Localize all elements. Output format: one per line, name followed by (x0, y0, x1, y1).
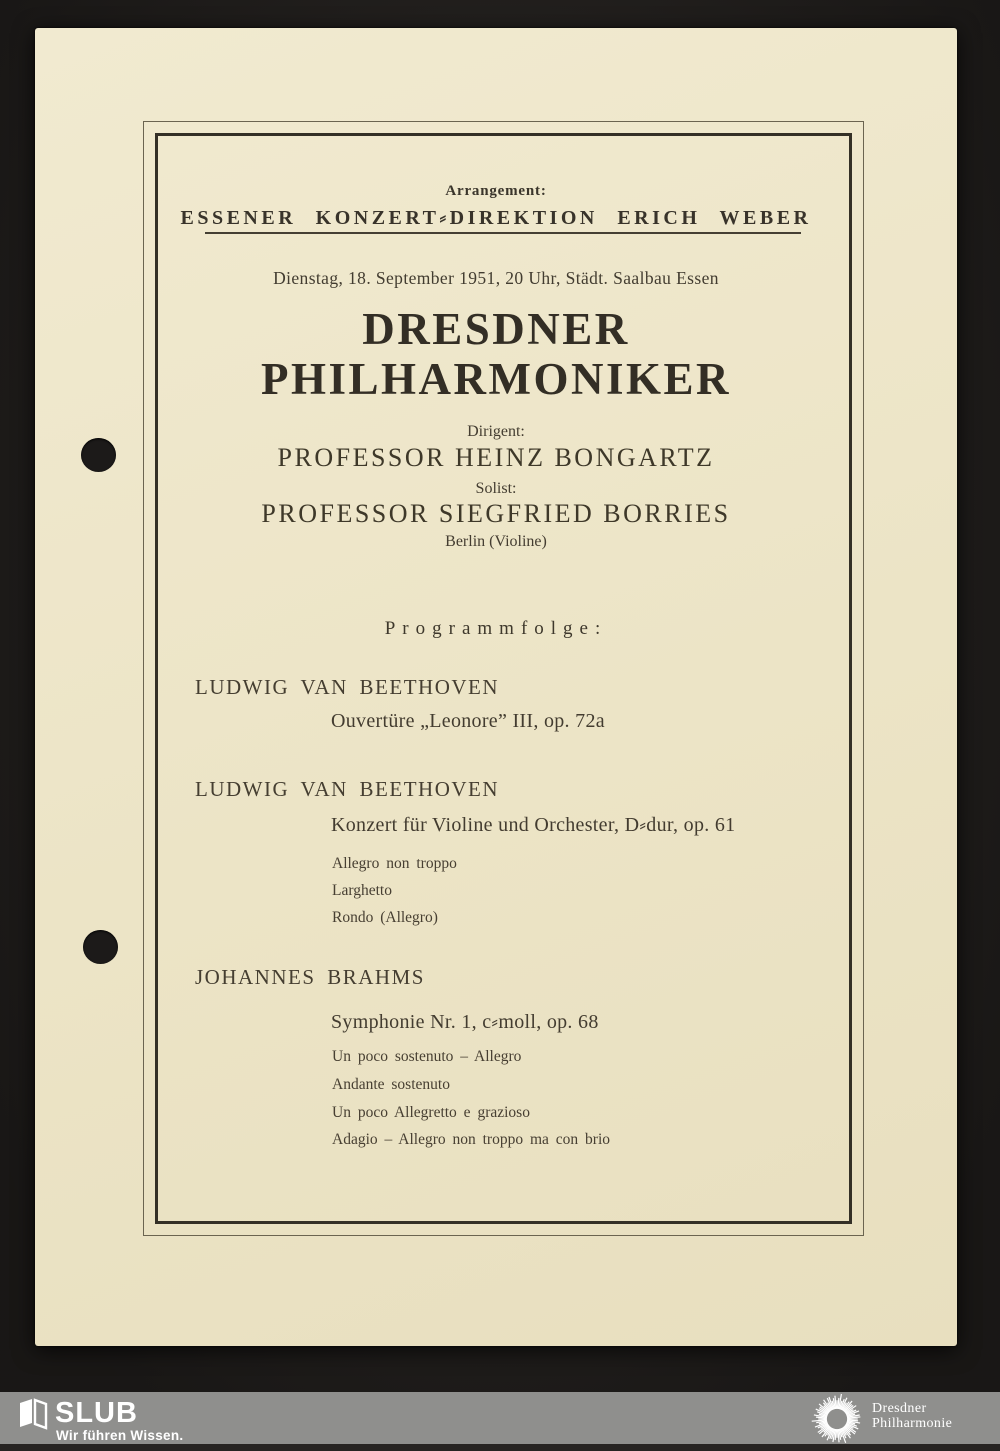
book-icon (18, 1397, 48, 1436)
paper-sheet (35, 28, 957, 1346)
movement: Larghetto (332, 882, 392, 899)
watermark-bar (0, 1392, 1000, 1444)
work-title: Ouvertüre „Leonore” III, op. 72a (331, 710, 605, 732)
movement: Un poco Allegretto e grazioso (332, 1104, 530, 1121)
movement: Rondo (Allegro) (332, 909, 438, 926)
sunburst-icon (810, 1392, 864, 1451)
composer-name: LUDWIG VAN BEETHOVEN (195, 777, 500, 801)
orchestra-title (35, 304, 957, 404)
movement: Andante sostenuto (332, 1076, 450, 1093)
arrangement-label: Arrangement: (445, 183, 547, 199)
soloist-name: PROFESSOR SIEGFRIED BORRIES (261, 499, 731, 528)
slub-name: SLUB (55, 1397, 138, 1429)
composer-name: LUDWIG VAN BEETHOVEN (195, 675, 500, 699)
composer-name: JOHANNES BRAHMS (195, 965, 425, 989)
program-heading: Programmfolge: (384, 618, 608, 639)
slub-logo (18, 1394, 278, 1444)
philharmonie-name-line1: Dresdner (872, 1401, 927, 1416)
movement: Adagio – Allegro non troppo ma con brio (332, 1131, 610, 1148)
orchestra-title-line1: DRESDNER (362, 304, 630, 354)
conductor-name: PROFESSOR HEINZ BONGARTZ (277, 443, 715, 472)
movement: Un poco sostenuto – Allegro (332, 1048, 522, 1065)
header-rule (205, 232, 801, 234)
philharmonie-name-line2: Philharmonie (872, 1416, 953, 1431)
movement: Allegro non troppo (332, 855, 457, 872)
slub-tagline: Wir führen Wissen. (56, 1428, 184, 1443)
soloist-label: Solist: (475, 480, 517, 497)
punch-hole-bottom (83, 930, 118, 964)
philharmonie-logo (810, 1392, 980, 1444)
soloist-origin: Berlin (Violine) (445, 533, 547, 550)
work-title: Symphonie Nr. 1, c⸗moll, op. 68 (331, 1011, 599, 1033)
orchestra-title-line2: PHILHARMONIKER (260, 354, 731, 404)
conductor-label: Dirigent: (467, 423, 525, 440)
event-date: Dienstag, 18. September 1951, 20 Uhr, Städt. Saalbau Essen (273, 268, 719, 288)
philharmonie-name (872, 1401, 952, 1431)
work-title: Konzert für Violine und Orchester, D⸗dur, op. 61 (331, 814, 736, 836)
agency-name: ESSENER KONZERT⸗DIREKTION ERICH WEBER (180, 207, 812, 229)
